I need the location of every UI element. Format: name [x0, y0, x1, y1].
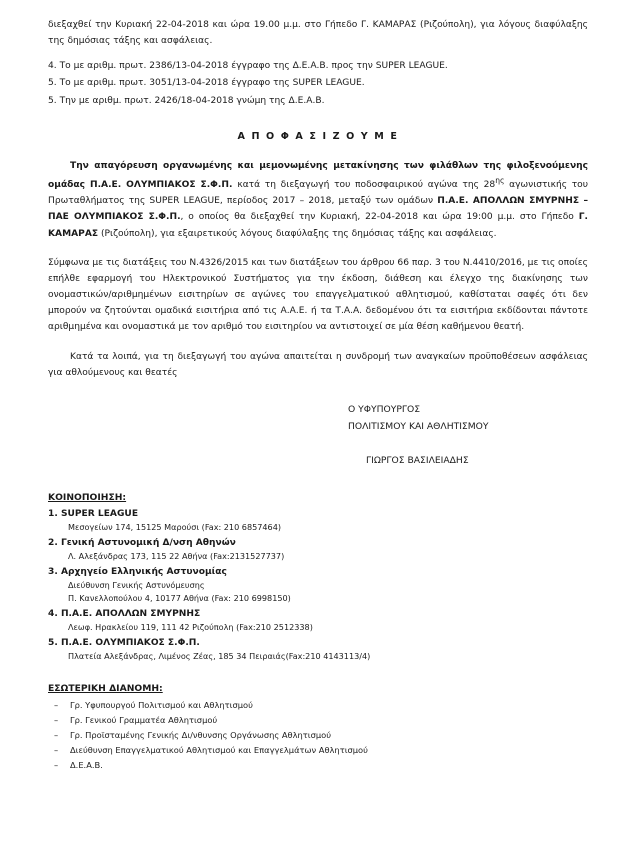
intro-paragraph: διεξαχθεί την Κυριακή 22-04-2018 και ώρα 19.00 μ.μ. στο Γήπεδο Γ. ΚΑΜΑΡΑΣ (Ριζούπολη), για λόγους διαφύλαξης της δημόσιας τάξης και ασφάλειας. [48, 20, 588, 46]
signatory-title-line-2: ΠΟΛΙΤΙΣΜΟΥ ΚΑΙ ΑΘΛΗΤΙΣΜΟΥ [348, 420, 489, 432]
reference-line: 5. Το με αριθμ. πρωτ. 3051/13-04-2018 έγγραφο της SUPER LEAGUE. [48, 78, 365, 89]
document-content [48, 18, 588, 773]
distribution-item-address: Π. Κανελλοπούλου 4, 10177 Αθήνα (Fax: 210 6998150) [68, 593, 291, 604]
distribution-list [48, 507, 588, 663]
distribution-item-address: Λεωφ. Ηρακλείου 119, 111 42 Ριζούπολη (Fax:210 2512338) [68, 622, 313, 633]
legal-basis-paragraph: Σύμφωνα με τις διατάξεις του Ν.4326/2015 και των διατάξεων του άρθρου 66 παρ. 3 του Ν.4410/2016, με τις οποίες επήλθε εφαρμογή του Ηλεκτρονικού Συστήματος για την έκδοση, διάθεση και έλεγχο της διακίνησης των ονομαστικών/αριθμημένων εισιτηρίων σε αγώνες του επαγγελματικού αθλητισμού, καθίσταται σαφές ότι δεν μπορούν να ζητούνται ομαδικά εισιτήρια από τις Α.Α.Ε. ή τα Τ.Α.Α. δεδομένου ότι τα εισιτήρια εκδίδονται πάντοτε αριθμημένα και ονομαστικά με τον αριθμό του εισιτηρίου να αντιστοιχεί σε μία θέση καθήμενου θεατή. [48, 257, 588, 333]
numbered-references [48, 58, 588, 109]
distribution-item-address: Λ. Αλεξάνδρας 173, 115 22 Αθήνα (Fax:2131527737) [68, 551, 285, 562]
internal-distribution-item [48, 728, 588, 743]
distribution-item-address: Πλατεία Αλεξάνδρας, Λιμένος Ζέας, 185 34 Πειραιάς(Fax:210 4143113/4) [68, 651, 371, 662]
dash-bullet-icon: – [54, 760, 59, 771]
internal-distribution-title: ΕΣΩΤΕΡΙΚΗ ΔΙΑΝΟΜΗ: [48, 683, 163, 695]
distribution-title: ΚΟΙΝΟΠΟΙΗΣΗ: [48, 491, 127, 503]
internal-distribution-item-label: Γρ. Γενικού Γραμματέα Αθλητισμού [70, 715, 218, 726]
text-run: Την απαγόρευση οργανωμένης και μεμονωμένης μετακίνησης των φιλάθλων της φιλοξενούμενης ομάδας Π.Α.Ε. ΟΛΥΜΠΙΑΚΟΣ Σ.Φ.Π. [48, 160, 588, 190]
distribution-item [48, 565, 588, 605]
closing-paragraph: Κατά τα λοιπά, για τη διεξαγωγή του αγώνα απαιτείται η συνδρομή των αναγκαίων προϋποθέσεων ασφάλειας για αθλούμενους και θεατές [48, 351, 588, 378]
internal-distribution-item-label: Γρ. Υφυπουργού Πολιτισμού και Αθλητισμού [70, 700, 253, 711]
distribution-item [48, 536, 588, 563]
distribution-item-name: 5. Π.Α.Ε. ΟΛΥΜΠΙΑΚΟΣ Σ.Φ.Π. [48, 637, 200, 648]
dash-bullet-icon: – [54, 715, 59, 726]
text-run: Γ. ΚΑΜΑΡΑΣ [48, 212, 588, 239]
text-run: αγωνιστικής του Πρωταθλήματος της SUPER LEAGUE, περίοδος 2017 – 2018, μεταξύ των ομάδων [48, 180, 588, 207]
dash-bullet-icon: – [54, 730, 59, 741]
dash-bullet-icon: – [54, 745, 59, 756]
text-run: , ο οποίος θα διεξαχθεί την Κυριακή, 22-04-2018 και ώρα 19:00 μ.μ. στο Γήπεδο [180, 212, 579, 223]
internal-distribution-item-label: Διεύθυνση Επαγγελματικού Αθλητισμού και Επαγγελμάτων Αθλητισμού [70, 745, 368, 756]
distribution-item-address: Μεσογείων 174, 15125 Μαρούσι (Fax: 210 6857464) [68, 522, 282, 533]
main-decision-paragraph [48, 158, 588, 242]
decision-heading: Α Π Ο Φ Α Σ Ι Ζ Ο Υ Μ Ε [237, 130, 399, 142]
signatory-name: ΓΙΩΡΓΟΣ ΒΑΣΙΛΕΙΑΔΗΣ [366, 454, 469, 466]
internal-distribution-item [48, 758, 588, 773]
signature-block [48, 401, 588, 435]
distribution-item [48, 636, 588, 663]
reference-line: 5. Την με αριθμ. πρωτ. 2426/18-04-2018 γνώμη της Δ.Ε.Α.Β. [48, 95, 325, 106]
text-run: ης [495, 175, 505, 185]
internal-distribution-item [48, 698, 588, 713]
internal-distribution-item-label: Γρ. Προϊσταμένης Γενικής Δι/νθυνσης Οργάνωσης Αθλητισμού [70, 730, 332, 741]
spacer [48, 49, 588, 57]
text-run: (Ριζούπολη), για εξαιρετικούς λόγους διαφύλαξης της δημόσιας τάξης και ασφάλειας. [98, 228, 497, 239]
reference-line: 4. Το με αριθμ. πρωτ. 2386/13-04-2018 έγγραφο της Δ.Ε.Α.Β. προς την SUPER LEAGUE. [48, 61, 448, 72]
distribution-item-name: 1. SUPER LEAGUE [48, 508, 139, 519]
internal-distribution-list [48, 698, 588, 773]
distribution-item-name: 2. Γενική Αστυνομική Δ/νση Αθηνών [48, 537, 236, 548]
distribution-item-name: 3. Αρχηγείο Ελληνικής Αστυνομίας [48, 566, 227, 577]
internal-distribution-item-label: Δ.Ε.Α.Β. [70, 760, 103, 771]
distribution-item [48, 607, 588, 634]
text-run: Π.Α.Ε. ΑΠΟΛΛΩΝ ΣΜΥΡΝΗΣ – ΠΑΕ ΟΛΥΜΠΙΑΚΟΣ Σ.Φ.Π. [48, 196, 588, 223]
distribution-item-name: 4. Π.Α.Ε. ΑΠΟΛΛΩΝ ΣΜΥΡΝΗΣ [48, 608, 201, 619]
internal-distribution-item [48, 743, 588, 758]
internal-distribution-item [48, 713, 588, 728]
dash-bullet-icon: – [54, 700, 59, 711]
distribution-item [48, 507, 588, 534]
distribution-item-address: Διεύθυνση Γενικής Αστυνόμευσης [68, 580, 205, 591]
signatory-title-line-1: Ο ΥΦΥΠΟΥΡΓΟΣ [348, 403, 421, 415]
text-run: κατά τη διεξαγωγή του ποδοσφαιρικού αγώνα της 28 [237, 180, 496, 190]
